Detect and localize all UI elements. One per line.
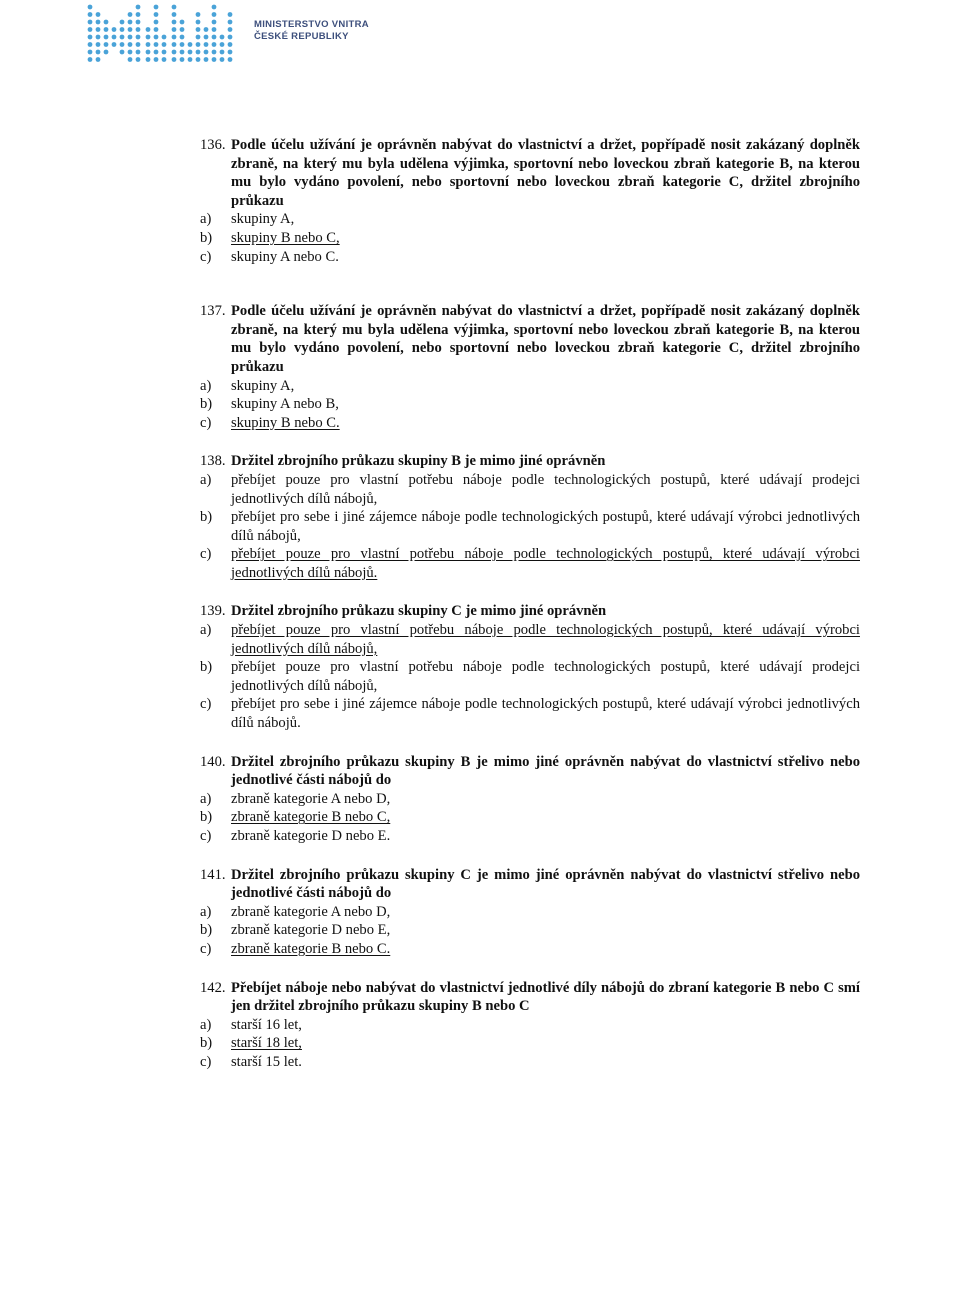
logo-dot [146,42,151,47]
option-letter: b) [200,1035,213,1052]
logo-dot [88,50,93,55]
option-letter: c) [200,546,212,563]
question-136 [200,136,860,266]
logo-dot [180,35,185,40]
question-number: 137. [200,303,226,320]
option-text: starší 16 let, [231,1016,302,1033]
question-text: Držitel zbrojního průkazu skupiny B je mimo jiné oprávněn nabývat do vlastnictví střelivo nebo jednotlivé části nábojů do [231,753,860,789]
question-141 [200,866,860,959]
logo-dot [136,20,141,25]
option-letter: a) [200,377,212,394]
logo-dot [136,27,141,32]
logo-dot [188,42,193,47]
logo-dot [180,50,185,55]
logo-dot [128,42,133,47]
logo-dot [96,42,101,47]
logo-dot [128,27,133,32]
answer-option [200,229,860,248]
option-letter: a) [200,622,212,639]
question-137 [200,302,860,432]
logo-dot [136,35,141,40]
logo-dot [212,57,217,62]
logo-dot [180,57,185,62]
logo-dot [188,57,193,62]
option-letter: b) [200,396,213,413]
logo-dot [120,50,125,55]
logo-dot [104,42,109,47]
option-text: přebíjet pro sebe i jiné zájemce náboje podle technologických postupů, které udávají výrobci jednotlivých dílů nábojů, [231,509,860,544]
answer-option [200,471,860,508]
logo-dot [212,12,217,17]
option-text: skupiny A, [231,377,295,394]
logo-dot [154,42,159,47]
option-letter: b) [200,922,213,939]
question-heading [200,136,860,210]
logo-wordmark [254,19,369,43]
logo-dot [172,20,177,25]
answer-option [200,790,860,809]
question-heading [200,302,860,376]
logo-dot [112,35,117,40]
logo-dot [212,27,217,32]
logo-dot [228,50,233,55]
logo-dot [228,42,233,47]
logo-dot [172,12,177,17]
answer-option [200,658,860,695]
logo-dot [228,12,233,17]
answer-option [200,940,860,959]
logo-dot [162,50,167,55]
option-letter: b) [200,659,213,676]
logo-dot [104,50,109,55]
option-letter: c) [200,414,212,431]
logo-dot [220,57,225,62]
logo-dot [180,20,185,25]
logo-dot [162,57,167,62]
answer-option [200,808,860,827]
option-letter: b) [200,509,213,526]
logo-dot [104,35,109,40]
option-letter: b) [200,809,213,826]
option-text-correct: starší 18 let, [231,1035,302,1052]
logo-dot [88,5,93,10]
logo-dot [96,27,101,32]
logo-dot [88,12,93,17]
logo-dot [128,57,133,62]
option-text: zbraně kategorie A nebo D, [231,790,391,807]
logo-dot [172,27,177,32]
logo-dot [162,35,167,40]
answer-option [200,621,860,658]
logo-dot [136,50,141,55]
logo-dot [96,12,101,17]
logo-dot [188,50,193,55]
logo-dot [228,27,233,32]
logo-dot [154,20,159,25]
logo-dot [196,12,201,17]
logo-dot [172,35,177,40]
option-letter: c) [200,828,212,844]
question-text: Držitel zbrojního průkazu skupiny C je mimo jiné oprávněn nabývat do vlastnictví střelivo nebo jednotlivé části nábojů do [231,866,860,902]
answer-option [200,377,860,396]
logo-line-2: ČESKÉ REPUBLIKY [254,31,349,42]
answer-option [200,921,860,940]
logo-dot [104,27,109,32]
option-letter: c) [200,940,212,957]
question-list [200,136,860,1072]
logo-dot [136,57,141,62]
logo-dot [88,20,93,25]
option-letter: a) [200,471,212,488]
logo-dot [204,42,209,47]
option-letter: c) [200,1053,212,1070]
option-letter: a) [200,211,212,228]
question-text: Podle účelu užívání je oprávněn nabývat do vlastnictví a držet, popřípadě nosit zakázaný doplněk zbraně, na který mu byla udělena výjimka, sportovní nebo loveckou zbraň kategorie B, na kterou mu bylo vydáno povolení, nebo sportovní nebo loveckou zbraň kategorie C, držitel zbrojního průkazu [231,137,860,209]
logo-dot [220,35,225,40]
question-number: 139. [200,603,226,620]
logo-dot [146,27,151,32]
logo-dot [196,35,201,40]
logo-dot [154,35,159,40]
logo-dot [120,20,125,25]
question-140 [200,753,860,846]
logo-dot [196,50,201,55]
question-138 [200,452,860,582]
question-heading [200,866,860,903]
logo-dot [212,42,217,47]
question-number: 142. [200,979,226,996]
option-letter: c) [200,248,212,265]
logo-dot [162,42,167,47]
answer-option [200,210,860,229]
answer-option [200,1034,860,1053]
logo-dot [204,27,209,32]
logo-dot [228,35,233,40]
logo-dot [196,42,201,47]
logo-dot [172,42,177,47]
option-text: skupiny A nebo C. [231,248,339,265]
option-text-correct: přebíjet pouze pro vlastní potřebu náboje podle technologických postupů, které udávají výrobci jednotlivých dílů nábojů. [231,546,860,581]
question-number: 141. [200,866,226,883]
question-text: Podle účelu užívání je oprávněn nabývat do vlastnictví a držet, popřípadě nosit zakázaný doplněk zbraně, na který mu byla udělena výjimka, sportovní nebo loveckou zbraň kategorie B, na kterou mu bylo vydáno povolení, nebo sportovní nebo loveckou zbraň kategorie C, držitel zbrojního průkazu [231,303,860,375]
logo-dot [154,50,159,55]
logo-dot [136,42,141,47]
question-139 [200,602,860,732]
logo-dot [88,57,93,62]
option-text-correct: přebíjet pouze pro vlastní potřebu náboje podle technologických postupů, které udávají výrobci jednotlivých dílů nábojů, [231,622,860,657]
logo-dot [196,20,201,25]
logo-dot [136,12,141,17]
logo-dot [88,35,93,40]
option-text-correct: zbraně kategorie B nebo C, [231,809,391,826]
logo-dot [204,35,209,40]
option-text: přebíjet pro sebe i jiné zájemce náboje podle technologických postupů, které udávají výrobci jednotlivých dílů nábojů. [231,696,860,732]
answer-option [200,903,860,922]
logo-dot [128,20,133,25]
logo-dot [96,57,101,62]
logo-dot [88,42,93,47]
answer-option [200,248,860,267]
option-text: zbraně kategorie A nebo D, [231,903,391,920]
logo-dot [212,35,217,40]
option-letter: c) [200,696,212,713]
logo-dot [204,57,209,62]
question-number: 140. [200,753,226,770]
logo-dot [228,20,233,25]
question-142 [200,979,860,1072]
answer-option [200,508,860,545]
logo-dot [172,5,177,10]
answer-option [200,695,860,732]
logo-dot [172,50,177,55]
ministry-logo [84,2,369,66]
option-text: skupiny A nebo B, [231,396,339,413]
answer-option [200,545,860,582]
logo-dot [212,5,217,10]
logo-dot [88,27,93,32]
answer-option [200,414,860,433]
logo-dot [196,27,201,32]
option-text-correct: zbraně kategorie B nebo C. [231,940,391,957]
question-text: Přebíjet náboje nebo nabývat do vlastnictví jednotlivé díly nábojů do zbraní kategorie B nebo C smí jen držitel zbrojního průkazu skupiny B nebo C [231,979,860,1015]
question-number: 136. [200,137,226,153]
logo-dot [112,42,117,47]
logo-dot [104,20,109,25]
logo-dot [220,50,225,55]
logo-dot [120,42,125,47]
logo-dot [196,57,201,62]
logo-dot [154,12,159,17]
logo-dot [96,35,101,40]
option-letter: a) [200,903,212,920]
option-text-correct: skupiny B nebo C. [231,414,340,431]
logo-dot [128,12,133,17]
answer-option [200,1016,860,1035]
answer-option [200,1053,860,1072]
logo-dot [146,50,151,55]
logo-dot [172,57,177,62]
option-text: skupiny A, [231,211,295,228]
option-text-correct: skupiny B nebo C, [231,229,340,246]
question-heading [200,602,860,621]
logo-dot [204,50,209,55]
option-letter: b) [200,229,213,246]
option-text: přebíjet pouze pro vlastní potřebu náboje podle technologických postupů, které udávají prodejci jednotlivých dílů nábojů, [231,659,860,694]
question-heading [200,979,860,1016]
option-letter: a) [200,790,212,807]
logo-dot [146,57,151,62]
logo-dot [96,20,101,25]
logo-dot [220,42,225,47]
logo-dot [146,35,151,40]
logo-dot [212,20,217,25]
logo-dot [180,27,185,32]
logo-dot [136,5,141,10]
logo-dot [154,27,159,32]
logo-dot [120,35,125,40]
option-text: starší 15 let. [231,1053,302,1070]
question-text: Držitel zbrojního průkazu skupiny C je mimo jiné oprávněn [231,603,607,620]
logo-dot [112,27,117,32]
question-text: Držitel zbrojního průkazu skupiny B je mimo jiné oprávněn [231,453,606,470]
option-text: přebíjet pouze pro vlastní potřebu náboje podle technologických postupů, které udávají prodejci jednotlivých dílů nábojů, [231,471,860,507]
question-number: 138. [200,453,226,470]
answer-option [200,827,860,846]
logo-line-1: MINISTERSTVO VNITRA [254,19,369,30]
option-letter: a) [200,1016,212,1033]
logo-dot [212,50,217,55]
logo-dot [154,5,159,10]
logo-dot [128,50,133,55]
answer-option [200,395,860,414]
logo-dot [128,35,133,40]
logo-dot-pattern-icon [84,2,254,66]
question-heading [200,753,860,790]
option-text: zbraně kategorie D nebo E. [231,828,391,844]
question-heading [200,452,860,471]
logo-dot [228,57,233,62]
logo-dot [180,42,185,47]
logo-dot [96,50,101,55]
logo-dot [154,57,159,62]
logo-dot [120,27,125,32]
option-text: zbraně kategorie D nebo E, [231,922,391,939]
